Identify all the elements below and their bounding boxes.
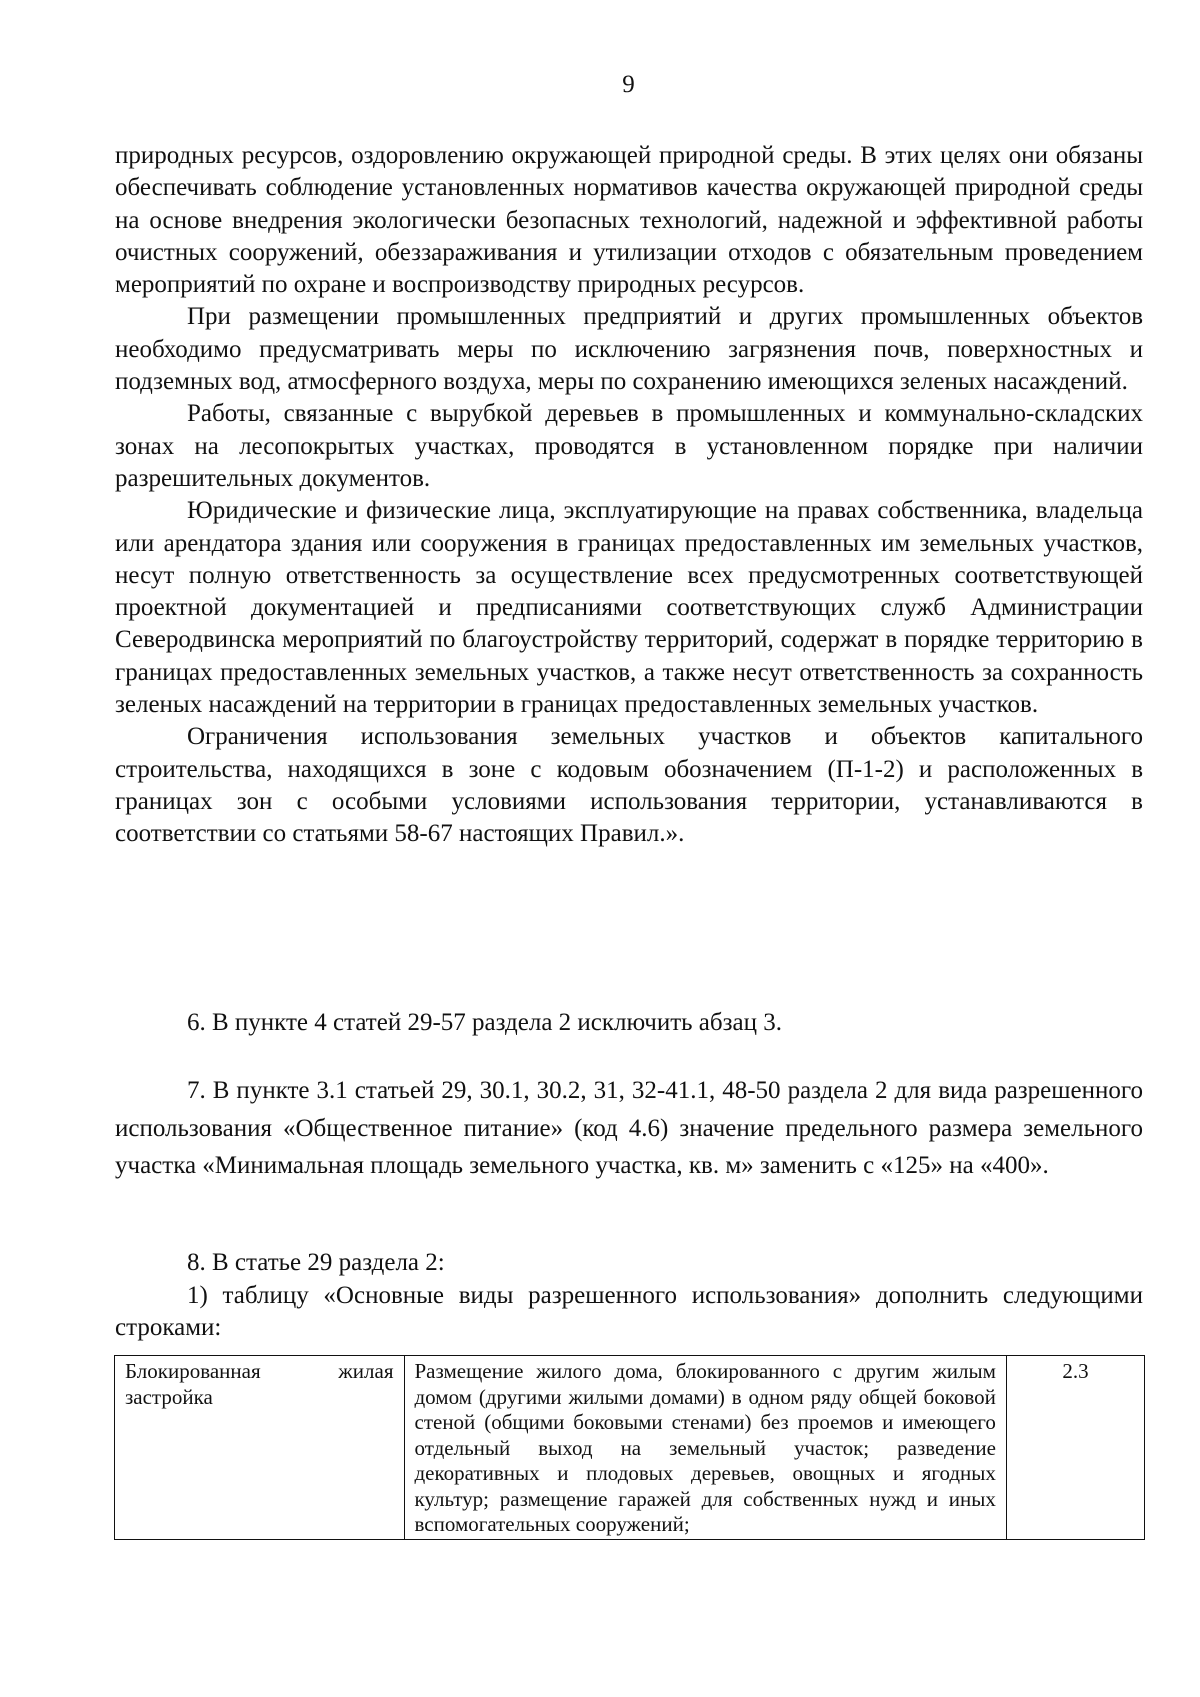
use-name-word: застройка [125,1384,213,1409]
table-row [115,1356,1145,1540]
amendment-item-7: 7. В пункте 3.1 статьей 29, 30.1, 30.2, 31, 32-41.1, 48-50 раздела 2 для вида разрешенного использования «Общественное питание» (код 4.6) значение предельного размера земельного участка «Минимальная площадь земельного участка, кв. м» заменить с «125» на «400». [115,1077,1143,1179]
paragraph-restrictions: Ограничения использования земельных участков и объектов капитального строительства, находящихся в зоне с кодовым обозначением (П-1-2) и расположенных в границах зон с особыми условиями использования территории, устанавливаются в соответствии со статьями 58-67 настоящих Правил.». [115,723,1143,848]
paragraph-industrial-placement: При размещении промышленных предприятий и других промышленных объектов необходимо предусматривать меры по исключению загрязнения почв, поверхностных и подземных вод, атмосферного воздуха, меры по сохранению имеющихся зеленых насаждений. [115,303,1143,396]
paragraph-responsibility: Юридические и физические лица, эксплуатирующие на правах собственника, владельца или арендатора здания или сооружения в границах предоставленных им земельных участков, несут полную ответственность за осуществление всех предусмотренных соответствующей проектной документацией и предписаниями соответствующих служб Администрации Северодвинска мероприятий по благоустройству территорий, содержат в порядке территорию в границах предоставленных земельных участков, а также несут ответственность за сохранность зеленых насаждений на территории в границах предоставленных земельных участков. [115,497,1143,719]
paragraph-continuation: природных ресурсов, оздоровлению окружающей природной среды. В этих целях они обязаны обеспечивать соблюдение установленных нормативов качества окружающей природной среды на основе внедрения экологически безопасных технологий, надежной и эффективной работы очистных сооружений, обеззараживания и утилизации отходов с обязательным проведением мероприятий по охране и воспроизводству природных ресурсов. [115,142,1143,299]
permitted-use-table-wrap [114,1355,1145,1540]
table-cell-use-description: Размещение жилого дома, блокированного с другим жилым домом (другими жилыми домами) в одном ряду общей боковой стеной (общими боковыми стенами) без проемов и имеющего отдельный выход на земельный участок; разведение декоративных и плодовых деревьев, овощных и ягодных культур; размещение гаражей для собственных нужд и иных вспомогательных сооружений; [404,1356,1006,1540]
amendment-item-8-sub1: 1) таблицу «Основные виды разрешенного использования» дополнить следующими строками: [115,1281,1143,1341]
paragraph-tree-felling: Работы, связанные с вырубкой деревьев в промышленных и коммунально-складских зонах на лесопокрытых участках, проводятся в установленном порядке при наличии разрешительных документов. [115,400,1143,492]
use-name-word: Блокированная [125,1359,261,1383]
permitted-use-table [114,1355,1145,1540]
table-cell-use-code: 2.3 [1006,1356,1144,1540]
use-name-word: жилая [338,1359,394,1383]
body-text [115,140,1143,851]
table-cell-use-name [115,1356,405,1540]
amendment-item-8-heading: 8. В статье 29 раздела 2: [187,1249,445,1276]
page-number: 9 [622,71,635,98]
amendment-item-8 [115,1247,1143,1345]
amendment-item-6: 6. В пункте 4 статей 29-57 раздела 2 исключить абзац 3. [187,1009,782,1036]
